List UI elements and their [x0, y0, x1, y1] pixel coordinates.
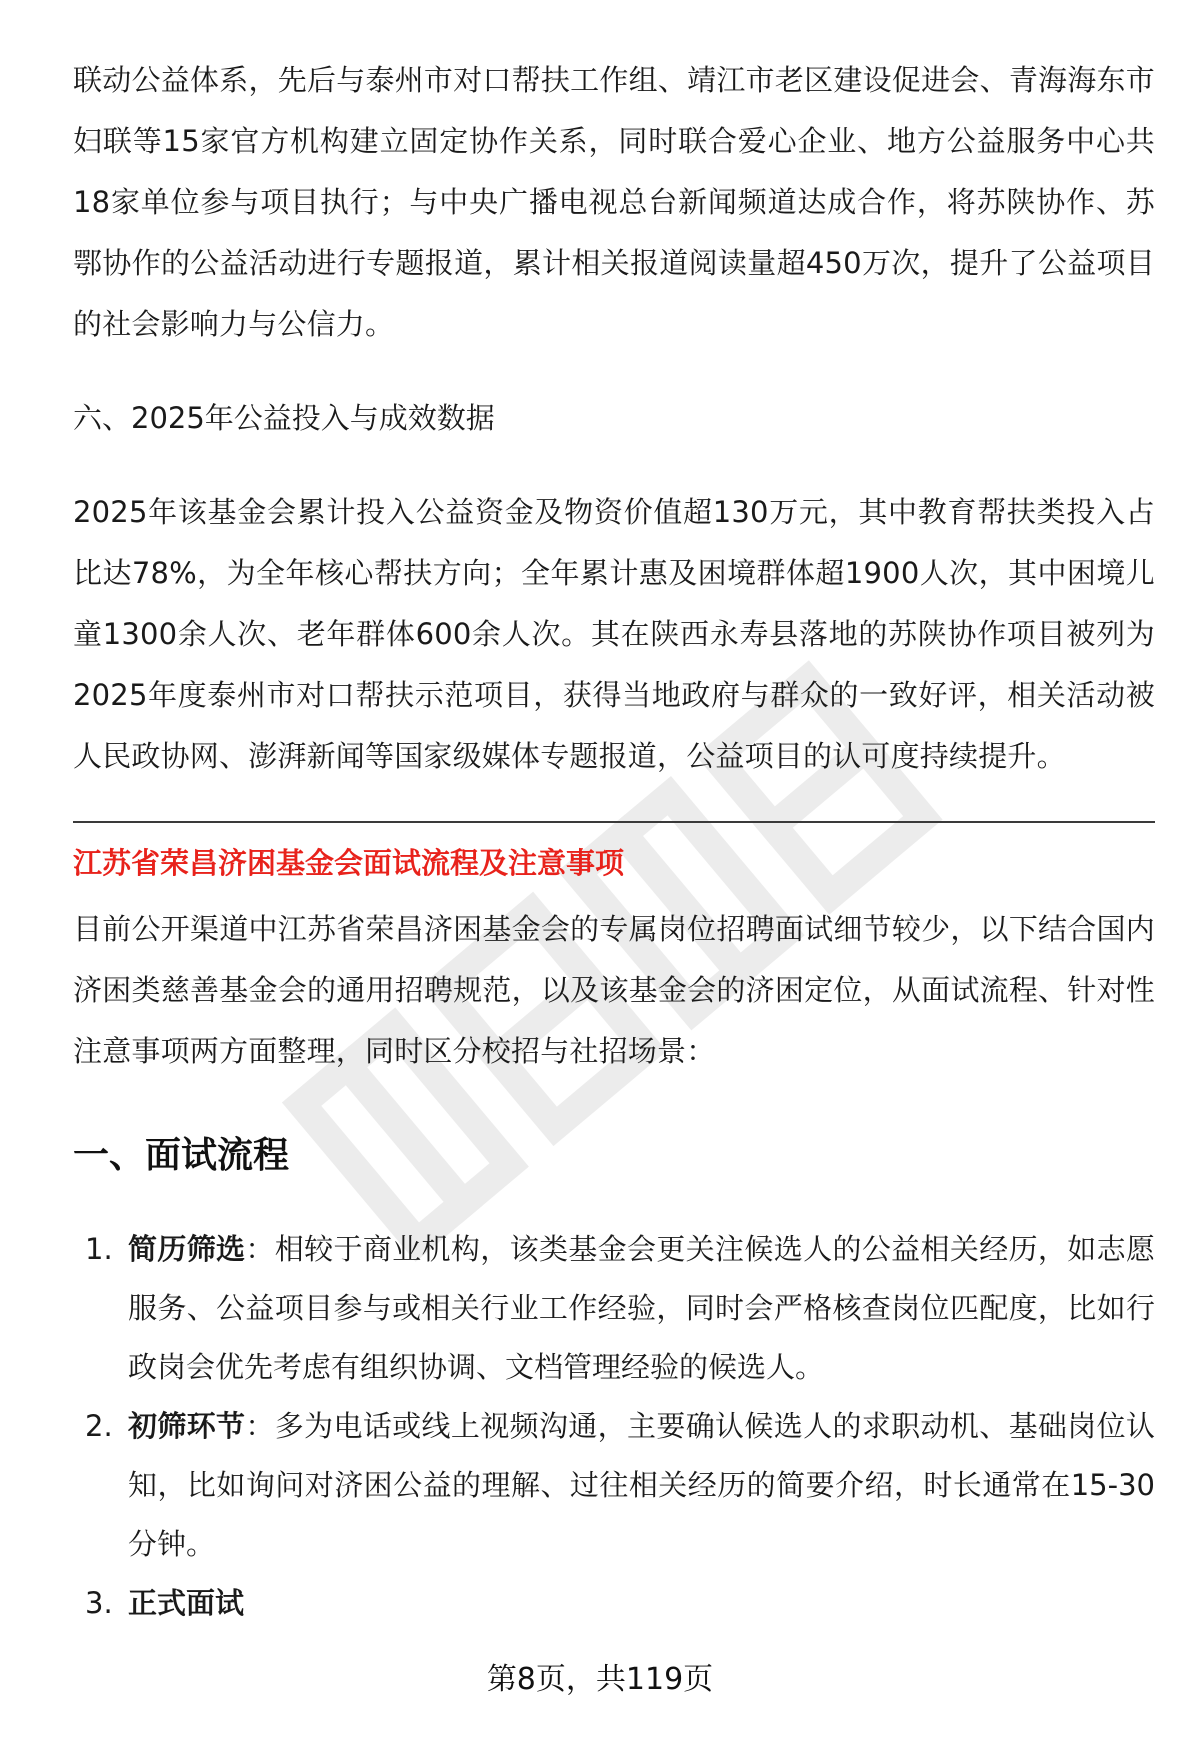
- page-indicator: 第8页，共119页: [486, 1662, 714, 1697]
- process-step: [73, 1397, 1155, 1574]
- process-step: [73, 1220, 1155, 1397]
- section-divider: [73, 821, 1155, 823]
- step-number: 1.: [85, 1232, 113, 1266]
- step-text: ：多为电话或线上视频沟通，主要确认候选人的求职动机、基础岗位认知，比如询问对济困公益的理解、过往相关经历的简要介绍，时长通常在15-30分钟。: [128, 1409, 1155, 1561]
- process-steps-list: [73, 1220, 1155, 1633]
- interview-title: 江苏省荣昌济困基金会面试流程及注意事项: [73, 846, 625, 880]
- heading-interview-process: 一、面试流程: [73, 1135, 290, 1176]
- main-content: [73, 50, 1155, 1633]
- step-number: 2.: [85, 1409, 113, 1443]
- intro-paragraph: 联动公益体系，先后与泰州市对口帮扶工作组、靖江市老区建设促进会、青海海东市妇联等15家官方机构建立固定协作关系，同时联合爱心企业、地方公益服务中心共18家单位参与项目执行；与中央广播电视总台新闻频道达成合作，将苏陕协作、苏鄂协作的公益活动进行专题报道，累计相关报道阅读量超450万次，提升了公益项目的社会影响力与公信力。: [73, 63, 1155, 341]
- step-number: 3.: [85, 1586, 113, 1620]
- step-text: ：相较于商业机构，该类基金会更关注候选人的公益相关经历，如志愿服务、公益项目参与或相关行业工作经验，同时会严格核查岗位匹配度，比如行政岗会优先考虑有组织协调、文档管理经验的候选人。: [128, 1232, 1155, 1384]
- interview-intro: 目前公开渠道中江苏省荣昌济困基金会的专属岗位招聘面试细节较少，以下结合国内济困类慈善基金会的通用招聘规范，以及该基金会的济困定位，从面试流程、针对性注意事项两方面整理，同时区分校招与社招场景：: [73, 912, 1155, 1068]
- step-label: 简历筛选: [128, 1232, 246, 1266]
- step-label: 初筛环节: [128, 1409, 246, 1443]
- section-six-title: 六、2025年公益投入与成效数据: [73, 401, 495, 435]
- step-label: 正式面试: [128, 1586, 245, 1620]
- section-six-paragraph: 2025年该基金会累计投入公益资金及物资价值超130万元，其中教育帮扶类投入占比达78%，为全年核心帮扶方向；全年累计惠及困境群体超1900人次，其中困境儿童1300余人次、老年群体600余人次。其在陕西永寿县落地的苏陕协作项目被列为2025年度泰州市对口帮扶示范项目，获得当地政府与群众的一致好评，相关活动被人民政协网、澎湃新闻等国家级媒体专题报道，公益项目的认可度持续提升。: [73, 495, 1155, 773]
- process-step: [73, 1574, 1155, 1633]
